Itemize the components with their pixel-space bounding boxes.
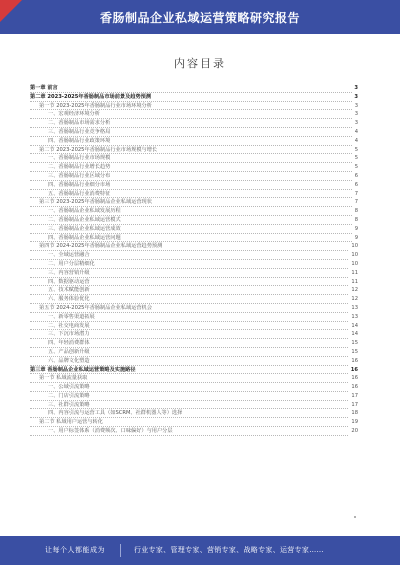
toc-entry-title: 二、香肠制品行业增长趋势 [48, 164, 111, 171]
toc-entry[interactable] [30, 251, 358, 260]
footer-expert-list: 行业专家、管理专家、营销专家、战略专家、运营专家…… [134, 546, 324, 554]
toc-entry[interactable] [30, 295, 358, 304]
toc-entry[interactable] [30, 348, 358, 357]
toc-list [30, 84, 358, 436]
toc-entry-page: 5 [354, 164, 358, 171]
toc-entry-title: 第三章 香肠制品企业私域运营策略及实施路径 [30, 366, 136, 373]
toc-entry-title: 四、香肠制品企业私域运营问题 [48, 234, 121, 241]
toc-entry-page: 10 [351, 260, 358, 267]
toc-entry-title: 第五节 2024-2025年香肠制品企业私域运营机会 [39, 304, 152, 311]
toc-entry-page: 7 [354, 190, 358, 197]
toc-entry-page: 14 [351, 322, 358, 329]
toc-entry[interactable] [30, 401, 358, 410]
toc-entry-title: 第一节 2023-2025年香肠制品行业市场环境分析 [39, 102, 152, 109]
toc-entry-page: 12 [351, 296, 358, 303]
toc-entry-page: 16 [351, 357, 358, 364]
toc-entry[interactable] [30, 374, 358, 383]
toc-entry-title: 二、香肠制品企业私域运营模式 [48, 216, 121, 223]
toc-entry-page: 16 [351, 384, 358, 391]
toc-entry-page: 16 [350, 366, 358, 373]
toc-entry-title: 一、新零售渠道拓展 [48, 313, 95, 320]
toc-entry-title: 第一章 前言 [30, 85, 58, 91]
toc-entry[interactable] [30, 190, 358, 199]
toc-entry[interactable] [30, 260, 358, 269]
toc-entry[interactable] [30, 366, 358, 375]
toc-entry-title: 四、香肠制品行业细分市场 [48, 181, 111, 188]
toc-entry-page: 9 [354, 234, 358, 241]
toc-entry[interactable] [30, 146, 358, 155]
toc-entry-page: 3 [354, 111, 358, 118]
toc-heading: 内容目录 [174, 57, 226, 70]
toc-entry[interactable] [30, 137, 358, 146]
toc-entry[interactable] [30, 172, 358, 181]
toc-entry-page: 13 [351, 313, 358, 320]
toc-entry-title: 六、品牌文化塑造 [48, 357, 90, 364]
toc-entry-title: 四、年轻消费群体 [48, 340, 90, 347]
toc-entry-page: 5 [354, 146, 358, 153]
toc-entry-title: 三、社群引流策略 [48, 401, 90, 408]
toc-entry-title: 一、宏观经济环境分析 [48, 111, 100, 118]
toc-entry[interactable] [30, 286, 358, 295]
toc-entry-page: 8 [354, 216, 358, 223]
toc-entry-title: 一、公域引流策略 [48, 384, 90, 391]
toc-entry-title: 六、服务体验优化 [48, 296, 90, 303]
toc-entry-title: 五、产品创新升级 [48, 348, 90, 355]
toc-entry-page: 18 [351, 410, 358, 417]
toc-entry-title: 四、内容引流与运营工具（如SCRM、社群机器人等）选择 [48, 410, 183, 417]
toc-entry-title: 三、香肠制品企业私域运营成效 [48, 225, 121, 232]
toc-entry-page: 10 [351, 243, 358, 250]
toc-entry-page: 11 [351, 278, 358, 285]
report-title: 香肠制品企业私域运营策略研究报告 [99, 11, 300, 25]
toc-entry-page: 3 [354, 93, 358, 100]
toc-entry-title: 第二章 2023-2025年香肠制品市场前景及趋势预测 [30, 93, 152, 100]
toc-entry-page: 14 [351, 331, 358, 338]
toc-entry-page: 5 [354, 155, 358, 162]
toc-entry-page: 15 [351, 340, 358, 347]
toc-entry[interactable] [30, 339, 358, 348]
toc-entry-page: 3 [354, 85, 358, 91]
toc-entry-page: 10 [351, 252, 358, 259]
toc-entry-title: 第三节 2023-2025年香肠制品企业私域运营现状 [39, 199, 152, 206]
header-banner [0, 0, 400, 34]
toc-entry[interactable] [30, 269, 358, 278]
footer-divider [120, 544, 121, 557]
toc-entry-page: 20 [351, 428, 358, 435]
toc-entry-title: 四、香肠制品行业政策环境 [48, 137, 111, 144]
toc-entry-title: 一、全域运营融合 [48, 252, 90, 259]
toc-entry[interactable] [30, 216, 358, 225]
toc-entry-page: 17 [351, 392, 358, 399]
toc-entry[interactable] [30, 383, 358, 392]
toc-entry-title: 三、下沉市场潜力 [48, 331, 90, 338]
toc-entry-title: 一、香肠制品企业私域发展历程 [48, 208, 121, 215]
toc-entry[interactable] [30, 330, 358, 339]
toc-entry-title: 三、内容营销升级 [48, 269, 90, 276]
toc-entry[interactable] [30, 225, 358, 234]
toc-entry[interactable] [30, 313, 358, 322]
footer-slogan: 让每个人都能成为 [45, 546, 105, 554]
toc-entry[interactable] [30, 181, 358, 190]
toc-entry-title: 第二节 2023-2025年香肠制品行业市场规模与增长 [39, 146, 158, 153]
toc-entry-title: 第四节 2024-2025年香肠制品企业私域运营趋势预测 [39, 243, 163, 250]
toc-entry[interactable] [30, 93, 358, 102]
toc-entry-page: 4 [354, 128, 358, 135]
toc-entry[interactable] [30, 357, 358, 366]
toc-entry[interactable] [30, 392, 358, 401]
toc-entry-page: 8 [354, 208, 358, 215]
toc-entry-page: 7 [354, 199, 358, 206]
toc-entry[interactable] [30, 322, 358, 331]
toc-entry-title: 二、香肠制品市场需求分析 [48, 120, 111, 127]
toc-entry[interactable] [30, 154, 358, 163]
toc-entry-title: 第一节 私域流量获取 [39, 375, 88, 382]
toc-entry-page: 9 [354, 225, 358, 232]
toc-entry-page: 6 [354, 181, 358, 188]
toc-entry-title: 二、用户分层精细化 [48, 260, 95, 267]
toc-entry[interactable] [30, 119, 358, 128]
toc-entry-page: 11 [351, 269, 358, 276]
toc-entry-title: 一、香肠制品行业市场规模 [48, 155, 111, 162]
toc-entry-title: 三、香肠制品行业竞争格局 [48, 128, 111, 135]
toc-entry-title: 四、数据驱动运营 [48, 278, 90, 285]
toc-entry-page: 12 [351, 287, 358, 294]
toc-entry-title: 第二节 私域用户运营与转化 [39, 419, 103, 426]
toc-entry[interactable] [30, 128, 358, 137]
toc-entry[interactable] [30, 278, 358, 287]
toc-entry-title: 二、门店引流策略 [48, 392, 90, 399]
toc-entry[interactable] [30, 110, 358, 119]
toc-entry[interactable] [30, 418, 358, 427]
toc-entry-page: 3 [354, 102, 358, 109]
toc-entry-page: 13 [351, 304, 358, 311]
toc-entry-page: 17 [351, 401, 358, 408]
toc-entry[interactable] [30, 234, 358, 243]
toc-entry-title: 三、香肠制品行业区域分布 [48, 172, 111, 179]
toc-entry[interactable] [30, 304, 358, 313]
toc-entry[interactable] [30, 198, 358, 207]
toc-entry[interactable] [30, 84, 358, 93]
toc-entry[interactable] [30, 207, 358, 216]
toc-entry[interactable] [30, 427, 358, 436]
toc-entry-page: 3 [354, 120, 358, 127]
toc-entry-page: 6 [354, 172, 358, 179]
toc-entry-title: 五、香肠制品行业消费特征 [48, 190, 111, 197]
toc-entry[interactable] [30, 242, 358, 251]
toc-entry-title: 五、技术赋能创新 [48, 287, 90, 294]
toc-entry-page: 16 [351, 375, 358, 382]
toc-entry-page: 15 [351, 348, 358, 355]
toc-entry[interactable] [30, 163, 358, 172]
toc-entry-page: 19 [351, 419, 358, 426]
toc-entry[interactable] [30, 409, 358, 418]
footer-banner [0, 536, 400, 565]
toc-entry[interactable] [30, 102, 358, 111]
toc-entry-page: 4 [354, 137, 358, 144]
toc-entry-title: 一、用户标签体系（消费频次、口味偏好）与用户分层 [48, 428, 173, 435]
page-marker [354, 516, 356, 518]
toc-entry-title: 二、社交电商发展 [48, 322, 90, 329]
